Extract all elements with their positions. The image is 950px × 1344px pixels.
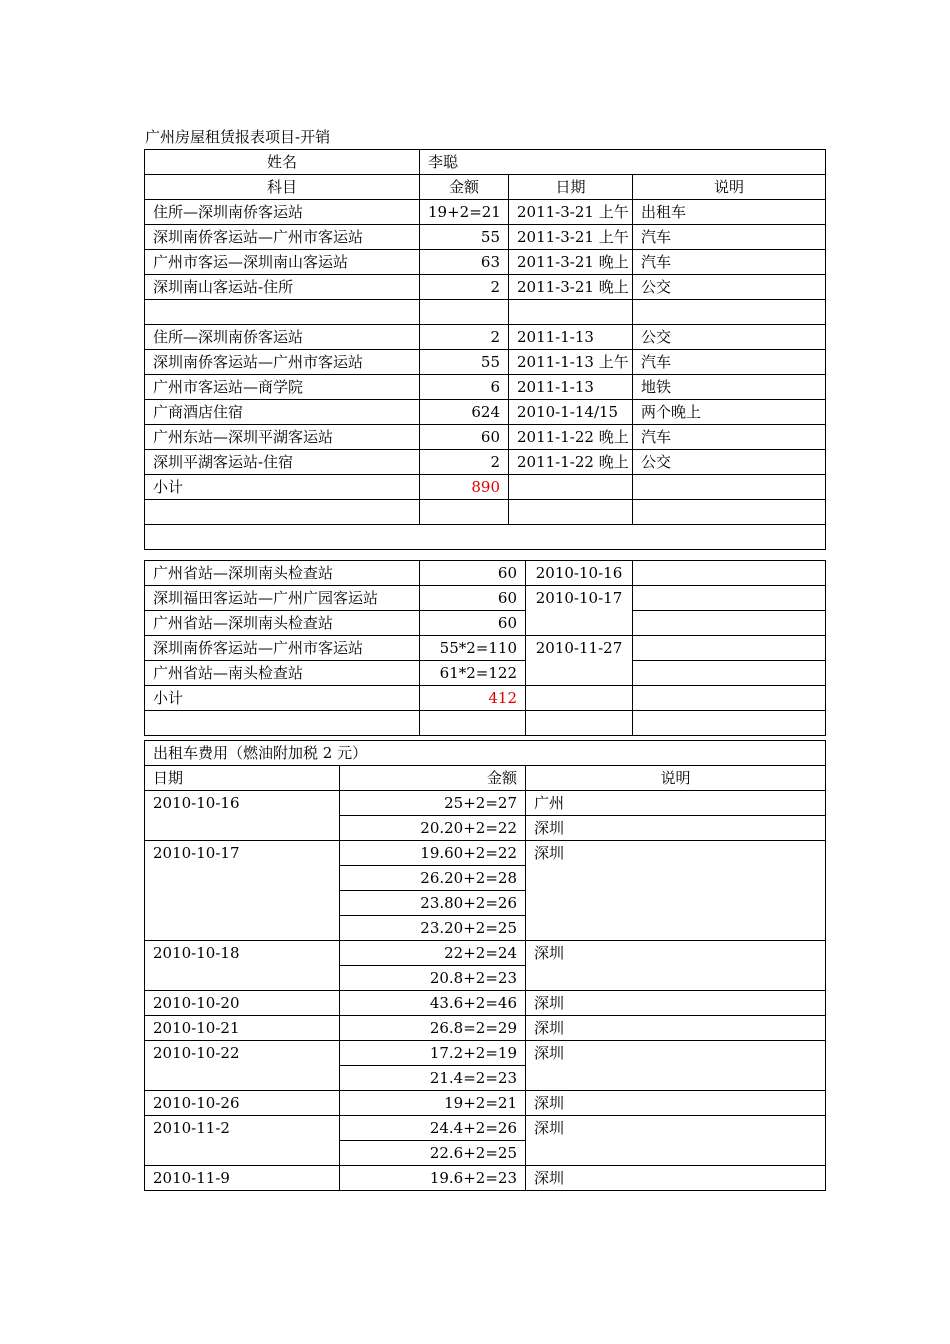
- date-cell: 2011-3-21 晚上: [509, 275, 633, 300]
- empty-cell: [145, 300, 420, 325]
- taxi-date-cell: 2010-11-9: [145, 1166, 340, 1191]
- amount-cell: 60: [420, 611, 526, 636]
- empty-row: [145, 711, 826, 736]
- taxi-amount-cell: 23.20+2=25: [340, 916, 526, 941]
- empty-cell: [633, 475, 826, 500]
- table-row: [145, 611, 826, 636]
- date-cell: 2011-1-22 晚上: [509, 450, 633, 475]
- empty-row: [145, 500, 826, 525]
- date-cell: 2011-1-13 上午: [509, 350, 633, 375]
- amount-cell: 55: [420, 350, 509, 375]
- empty-cell: [420, 500, 509, 525]
- table-row: [145, 991, 826, 1016]
- note-cell: 公交: [633, 325, 826, 350]
- subject-cell: 深圳南侨客运站—广州市客运站: [145, 225, 420, 250]
- taxi-date-cell: 2010-10-16: [145, 791, 340, 841]
- taxi-date-cell: 2010-10-20: [145, 991, 340, 1016]
- subject-cell: 住所—深圳南侨客运站: [145, 325, 420, 350]
- empty-cell: [420, 711, 526, 736]
- subject-cell: 深圳南侨客运站—广州市客运站: [145, 636, 420, 661]
- name-label: 姓名: [145, 150, 420, 175]
- empty-cell: [633, 586, 826, 611]
- taxi-amount-cell: 20.8+2=23: [340, 966, 526, 991]
- taxi-note-cell: 深圳: [526, 1016, 826, 1041]
- subject-cell: 住所—深圳南侨客运站: [145, 200, 420, 225]
- taxi-amount-cell: 43.6+2=46: [340, 991, 526, 1016]
- taxi-amount-cell: 19.6+2=23: [340, 1166, 526, 1191]
- date-cell: 2011-1-13: [509, 325, 633, 350]
- table-row: [145, 350, 826, 375]
- empty-row: [145, 525, 826, 550]
- taxi-amount-cell: 20.20+2=22: [340, 816, 526, 841]
- taxi-amount-cell: 19.60+2=22: [340, 841, 526, 866]
- name-value: 李聪: [420, 150, 826, 175]
- table-row: [145, 400, 826, 425]
- subject-cell: 深圳平湖客运站-住宿: [145, 450, 420, 475]
- amount-cell: 61*2=122: [420, 661, 526, 686]
- taxi-note-cell: 深圳: [526, 816, 826, 841]
- amount-cell: 55: [420, 225, 509, 250]
- table-row: [145, 225, 826, 250]
- empty-cell: [509, 500, 633, 525]
- subject-cell: 深圳南侨客运站—广州市客运站: [145, 350, 420, 375]
- expense-table-2: [144, 560, 826, 736]
- date-cell: 2010-10-17: [526, 586, 633, 636]
- empty-cell: [145, 500, 420, 525]
- table-row: [145, 275, 826, 300]
- taxi-amount-cell: 22+2=24: [340, 941, 526, 966]
- date-cell: 2010-11-27: [526, 636, 633, 686]
- note-cell: 汽车: [633, 350, 826, 375]
- taxi-note-cell: 深圳: [526, 991, 826, 1016]
- table-row: [145, 1016, 826, 1041]
- header-subject: 科目: [145, 175, 420, 200]
- subject-cell: 深圳福田客运站—广州广园客运站: [145, 586, 420, 611]
- note-cell: 汽车: [633, 225, 826, 250]
- header-amount: 金额: [420, 175, 509, 200]
- subject-cell: 深圳南山客运站-住所: [145, 275, 420, 300]
- date-cell: 2011-3-21 上午: [509, 200, 633, 225]
- empty-cell: [633, 661, 826, 686]
- taxi-note-cell: 深圳: [526, 1091, 826, 1116]
- table-row: [145, 941, 826, 966]
- empty-cell: [633, 561, 826, 586]
- subject-cell: 广州省站—深圳南头检查站: [145, 561, 420, 586]
- table-row: [145, 661, 826, 686]
- taxi-title: 出租车费用（燃油附加税 2 元）: [145, 741, 826, 766]
- amount-cell: 2: [420, 325, 509, 350]
- date-cell: 2011-1-22 晚上: [509, 425, 633, 450]
- note-cell: 汽车: [633, 425, 826, 450]
- amount-cell: 60: [420, 425, 509, 450]
- taxi-header-date: 日期: [145, 766, 340, 791]
- note-cell: 公交: [633, 450, 826, 475]
- header-row: [145, 175, 826, 200]
- table-row: [145, 450, 826, 475]
- subject-cell: 广州省站—深圳南头检查站: [145, 611, 420, 636]
- taxi-amount-cell: 22.6+2=25: [340, 1141, 526, 1166]
- expense-table-1: [144, 149, 826, 550]
- note-cell: 汽车: [633, 250, 826, 275]
- subtotal-label: 小计: [145, 686, 420, 711]
- table-row: [145, 1166, 826, 1191]
- taxi-header-row: [145, 766, 826, 791]
- amount-cell: 60: [420, 586, 526, 611]
- taxi-amount-cell: 19+2=21: [340, 1091, 526, 1116]
- subtotal-value: 890: [420, 475, 509, 500]
- taxi-date-cell: 2010-10-21: [145, 1016, 340, 1041]
- taxi-date-cell: 2010-10-26: [145, 1091, 340, 1116]
- subject-cell: 广商酒店住宿: [145, 400, 420, 425]
- table-row: [145, 1116, 826, 1141]
- table-row: [145, 636, 826, 661]
- taxi-note-cell: 深圳: [526, 1116, 826, 1166]
- note-cell: 地铁: [633, 375, 826, 400]
- subtotal-label: 小计: [145, 475, 420, 500]
- date-cell: 2010-1-14/15: [509, 400, 633, 425]
- table-row: [145, 425, 826, 450]
- amount-cell: 2: [420, 275, 509, 300]
- empty-cell: [526, 686, 633, 711]
- subject-cell: 广州省站—南头检查站: [145, 661, 420, 686]
- empty-cell: [633, 300, 826, 325]
- table-row: [145, 250, 826, 275]
- subtotal-value: 412: [420, 686, 526, 711]
- empty-cell: [509, 300, 633, 325]
- taxi-amount-cell: 26.20+2=28: [340, 866, 526, 891]
- subject-cell: 广州东站—深圳平湖客运站: [145, 425, 420, 450]
- taxi-note-cell: 深圳: [526, 841, 826, 941]
- empty-cell: [509, 475, 633, 500]
- amount-cell: 2: [420, 450, 509, 475]
- table-row: [145, 375, 826, 400]
- taxi-amount-cell: 17.2+2=19: [340, 1041, 526, 1066]
- taxi-amount-cell: 26.8=2=29: [340, 1016, 526, 1041]
- table-row: [145, 1041, 826, 1066]
- header-date: 日期: [509, 175, 633, 200]
- taxi-date-cell: 2010-10-22: [145, 1041, 340, 1091]
- amount-cell: 6: [420, 375, 509, 400]
- header-note: 说明: [633, 175, 826, 200]
- taxi-amount-cell: 23.80+2=26: [340, 891, 526, 916]
- table-row: [145, 841, 826, 866]
- table-row: [145, 791, 826, 816]
- taxi-header-amount: 金额: [340, 766, 526, 791]
- page-title: 广州房屋租赁报表项目-开销: [145, 128, 331, 146]
- table-row: [145, 200, 826, 225]
- taxi-title-row: [145, 741, 826, 766]
- empty-cell: [633, 711, 826, 736]
- empty-cell: [633, 686, 826, 711]
- table-row: [145, 561, 826, 586]
- note-cell: 两个晚上: [633, 400, 826, 425]
- note-cell: 公交: [633, 275, 826, 300]
- table-row: [145, 325, 826, 350]
- amount-cell: 624: [420, 400, 509, 425]
- taxi-date-cell: 2010-10-17: [145, 841, 340, 941]
- note-cell: 出租车: [633, 200, 826, 225]
- empty-cell: [633, 500, 826, 525]
- taxi-date-cell: 2010-10-18: [145, 941, 340, 991]
- empty-cell: [526, 711, 633, 736]
- date-cell: 2011-1-13: [509, 375, 633, 400]
- taxi-note-cell: 深圳: [526, 941, 826, 991]
- table-row: [145, 586, 826, 611]
- taxi-date-cell: 2010-11-2: [145, 1116, 340, 1166]
- name-row: [145, 150, 826, 175]
- empty-cell: [633, 636, 826, 661]
- empty-cell: [145, 525, 826, 550]
- amount-cell: 55*2=110: [420, 636, 526, 661]
- taxi-header-note: 说明: [526, 766, 826, 791]
- amount-cell: 19+2=21: [420, 200, 509, 225]
- date-cell: 2011-3-21 上午: [509, 225, 633, 250]
- amount-cell: 63: [420, 250, 509, 275]
- taxi-amount-cell: 25+2=27: [340, 791, 526, 816]
- table-row: [145, 1091, 826, 1116]
- taxi-amount-cell: 24.4+2=26: [340, 1116, 526, 1141]
- subtotal-row: [145, 475, 826, 500]
- taxi-note-cell: 深圳: [526, 1041, 826, 1091]
- taxi-note-cell: 广州: [526, 791, 826, 816]
- subject-cell: 广州市客运—深圳南山客运站: [145, 250, 420, 275]
- date-cell: 2010-10-16: [526, 561, 633, 586]
- empty-cell: [420, 300, 509, 325]
- subject-cell: 广州市客运站—商学院: [145, 375, 420, 400]
- empty-row: [145, 300, 826, 325]
- taxi-table: [144, 740, 826, 1191]
- amount-cell: 60: [420, 561, 526, 586]
- subtotal-row: [145, 686, 826, 711]
- date-cell: 2011-3-21 晚上: [509, 250, 633, 275]
- taxi-amount-cell: 21.4=2=23: [340, 1066, 526, 1091]
- empty-cell: [145, 711, 420, 736]
- taxi-note-cell: 深圳: [526, 1166, 826, 1191]
- empty-cell: [633, 611, 826, 636]
